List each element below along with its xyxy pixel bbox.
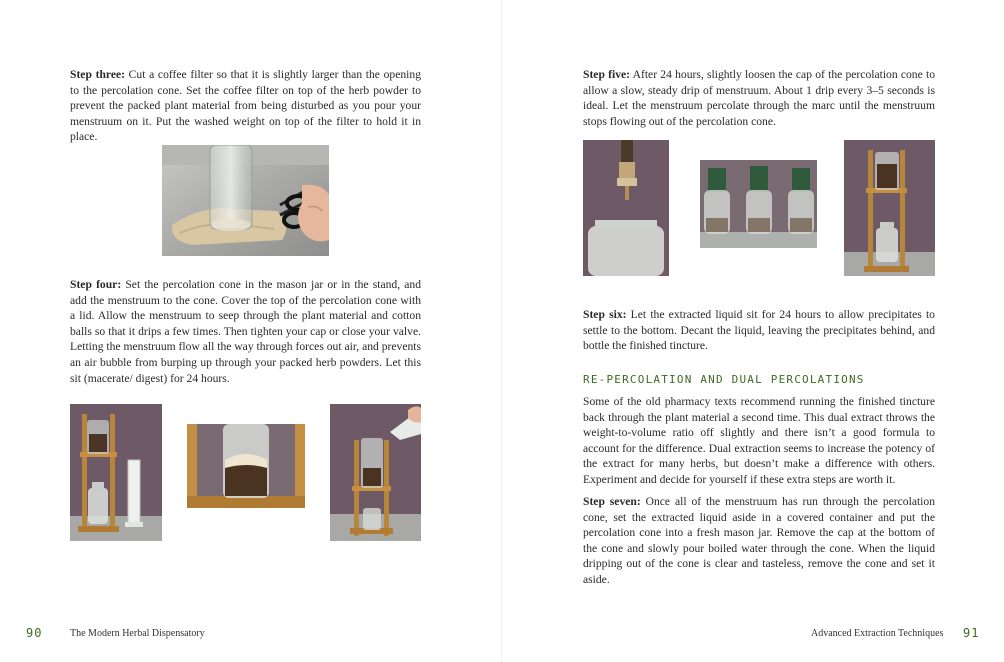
photo-cutting-coffee-filter: [162, 145, 329, 256]
section-paragraph: Some of the old pharmacy texts recommend running the finished tincture back through the plant material a second time. This dual extract throws the weight-to-volume ratio off slightly and there isn’t a good formula to account for the difference. Dual extraction seems to increase the potency of the extract for many herbs, but doesn’t make a difference with others. Experiment and decide for yourself if these extra steps are worth it.: [583, 395, 935, 486]
step-five-label: Step five:: [583, 68, 631, 81]
photo-pouring-menstruum: [330, 404, 421, 541]
step-seven-text: Once all of the menstruum has run through the percolation cone, set the extracted liquid aside in a covered container and put the percolation cone into a fresh mason jar. Remove the cap at the bottom of the cone and slowly pour boiled water through the cone. When the liquid dripping out of the cone is clear and tasteless, remove the cone and set it aside.: [583, 495, 936, 586]
page-number-left: 90: [26, 626, 43, 640]
section-heading: RE-PERCOLATION AND DUAL PERCOLATIONS: [583, 373, 865, 386]
photo-stand-extract: [844, 140, 935, 276]
step-five-paragraph: [583, 67, 935, 129]
step-seven-label: Step seven:: [583, 495, 641, 508]
photo-percolation-stand-cylinder: [70, 404, 162, 541]
photo-drip-valve: [583, 140, 669, 276]
right-page: [502, 0, 1004, 662]
photo-cone-closeup: [187, 424, 305, 508]
step-six-paragraph: [583, 307, 935, 354]
running-footer-book-title: The Modern Herbal Dispensatory: [70, 628, 205, 639]
step-four-text: Set the percolation cone in the mason jar or in the stand, and add the menstruum to the cone. Cover the top of the percolation cone with a lid. Allow the menstruum to seep through the plant material and cotton balls so that it drips a few times. Then tighten your cap or close your valve. Letting the menstruum flow all the way through forces out air, and prevents an air bubble from burping up through your packed herb powders. Let this sit (macerate/ digest) for 24 hours.: [70, 278, 421, 385]
step-seven-paragraph: [583, 494, 935, 588]
page-number-right: 91: [963, 626, 980, 640]
photo-three-cones: [700, 160, 817, 248]
step-six-label: Step six:: [583, 308, 627, 321]
step-four-label: Step four:: [70, 278, 122, 291]
step-four-paragraph: [70, 277, 421, 386]
step-six-text: Let the extracted liquid sit for 24 hours to allow precipitates to settle to the bottom. Decant the liquid, leaving the precipitates behind, and bottle the finished tincture.: [583, 308, 935, 353]
running-footer-chapter-title: Advanced Extraction Techniques: [811, 628, 944, 639]
step-five-text: After 24 hours, slightly loosen the cap of the percolation cone to allow a slow, steady drip of menstruum. About 1 drip every 3–5 seconds is ideal. Let the menstruum percolate through the marc until the menstruum stops flowing out of the percolation cone.: [583, 68, 935, 128]
step-three-label: Step three:: [70, 68, 125, 81]
step-three-text: Cut a coffee filter so that it is slightly larger than the opening to the percolation cone. Set the coffee filter on top of the herb powder to prevent the packed plant material from being disturbed as you pour your menstruum on it. Put the washed weight on top of the filter to hold it in place.: [70, 68, 421, 144]
step-three-paragraph: [70, 67, 421, 145]
